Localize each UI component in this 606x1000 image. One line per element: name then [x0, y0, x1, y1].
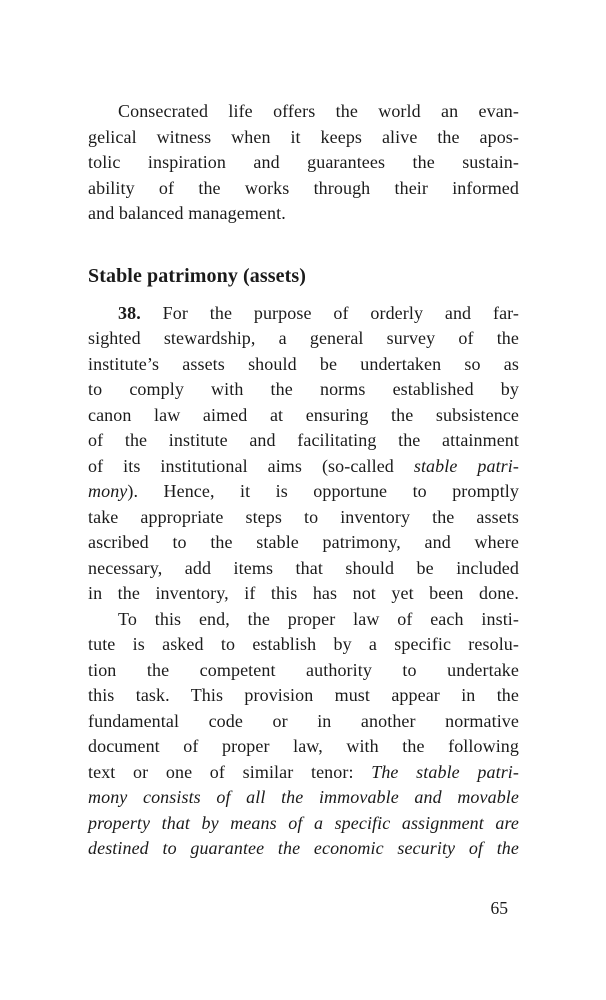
text-line: Consecrated life offers the world an evan-	[118, 101, 519, 121]
text-line: text or one of similar tenor: The stable patri-	[88, 761, 520, 782]
text-line: tute is asked to establish by a specific resolu-	[88, 634, 519, 654]
text-line: ascribed to the stable patrimony, and where	[88, 532, 519, 552]
text-line: document of proper law, with the following	[88, 736, 519, 756]
text-line: mony). Hence, it is opportune to promptly	[88, 481, 519, 501]
text-line: mony consists of all the immovable and movable	[88, 787, 519, 807]
text-line: of the institute and facilitating the attainment	[88, 430, 519, 450]
paragraph-38	[88, 301, 519, 607]
section-heading: Stable patrimony (assets)	[88, 264, 307, 287]
text-line: canon law aimed at ensuring the subsistence	[88, 404, 519, 425]
text-line: sighted stewardship, a general survey of the	[88, 328, 519, 348]
text-line: ability of the works through their informed	[88, 177, 519, 198]
text-line: gelical witness when it keeps alive the apos-	[88, 126, 519, 147]
page-text	[88, 99, 519, 862]
text-line: 38. For the purpose of orderly and far-	[118, 302, 519, 323]
paragraph-to-this-end	[88, 607, 519, 862]
page-number: 65	[490, 898, 508, 918]
text-line: this task. This provision must appear in the	[88, 685, 519, 705]
text-line: in the inventory, if this has not yet been done.	[88, 583, 519, 603]
text-line: take appropriate steps to inventory the assets	[88, 506, 519, 527]
text-line: destined to guarantee the economic security of the	[88, 838, 519, 858]
text-line: necessary, add items that should be included	[88, 557, 519, 578]
intro-paragraph	[88, 99, 519, 227]
text-line: tion the competent authority to undertake	[88, 659, 519, 680]
text-line: tolic inspiration and guarantees the sustain-	[88, 152, 519, 172]
text-line: To this end, the proper law of each insti-	[118, 608, 519, 629]
text-line: and balanced management.	[88, 203, 286, 223]
text-line: institute’s assets should be undertaken so as	[88, 353, 519, 374]
text-line: property that by means of a specific assignment are	[88, 812, 519, 833]
text-line: to comply with the norms established by	[88, 379, 519, 399]
text-line: fundamental code or in another normative	[88, 710, 519, 731]
text-line: of its institutional aims (so-called stable patri-	[88, 455, 519, 476]
